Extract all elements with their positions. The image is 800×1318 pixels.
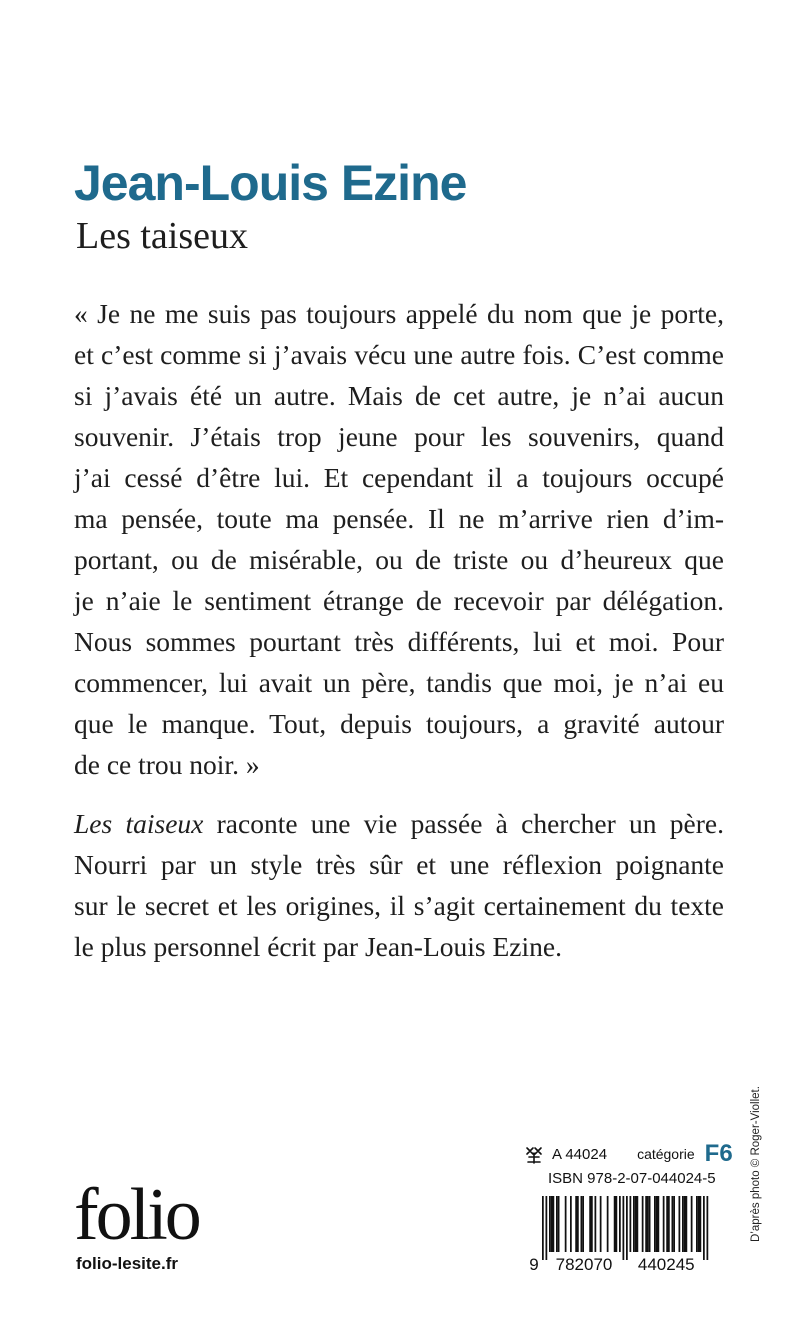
barcode-bar — [623, 1196, 625, 1260]
barcode-bar — [542, 1196, 544, 1260]
barcode-bar — [637, 1196, 639, 1252]
barcode-bar — [673, 1196, 675, 1252]
barcode-bar — [703, 1196, 705, 1260]
barcode-bar — [691, 1196, 693, 1252]
barcode-bar — [558, 1196, 560, 1252]
barcode-bar — [582, 1196, 584, 1252]
summary-title-italic: Les taiseux — [74, 808, 204, 839]
folio-logo: folio — [74, 1174, 199, 1256]
barcode-bar — [672, 1196, 674, 1252]
quote-line: portant, ou de misérable, ou de triste ou d’heureux que — [74, 544, 724, 575]
barcode-bar — [549, 1196, 551, 1252]
barcode-bar — [686, 1196, 688, 1252]
quote-line: souvenir. J’étais trop jeune pour les souvenirs, quand — [74, 421, 724, 452]
category-label: catégorie — [637, 1146, 695, 1162]
barcode-bar — [663, 1196, 665, 1252]
barcode-bar — [619, 1196, 621, 1252]
barcode-bar — [616, 1196, 618, 1252]
isbn: ISBN 978-2-07-044024-5 — [548, 1170, 716, 1187]
barcode-bar — [698, 1196, 700, 1252]
summary-line-rest: raconte une vie passée à chercher un père. — [203, 808, 724, 839]
catalog-code: A 44024 — [552, 1145, 608, 1163]
gallimard-emblem-icon — [524, 1144, 544, 1164]
photo-credit: D’après photo © Roger-Viollet. — [750, 1086, 762, 1242]
barcode-bar — [707, 1196, 709, 1260]
barcode-bar — [600, 1196, 602, 1252]
quote-line: ma pensée, toute ma pensée. Il ne m’arrive rien d’im- — [74, 503, 724, 534]
book-summary — [74, 803, 724, 967]
barcode-bar — [614, 1196, 616, 1252]
quote-line: je n’aie le sentiment étrange de recevoir par délégation. — [74, 585, 724, 616]
barcode-bar — [546, 1196, 548, 1260]
category-value: F6 — [704, 1140, 733, 1167]
barcode-bar — [607, 1196, 609, 1252]
summary-line: sur le secret et les origines, il s’agit certainement du texte — [74, 890, 724, 921]
quote-line: si j’avais été un autre. Mais de cet autre, je n’ai aucun — [74, 380, 724, 411]
barcode-bar — [656, 1196, 658, 1252]
barcode-bar — [647, 1196, 649, 1252]
isbn-barcode — [528, 1196, 718, 1274]
barcode-bar — [595, 1196, 597, 1252]
quote-line: j’ai cessé d’être lui. Et cependant il a toujours occupé — [74, 462, 724, 493]
catalog-code-row — [524, 1140, 733, 1168]
barcode-bar — [626, 1196, 628, 1260]
barcode-bar — [649, 1196, 651, 1252]
barcode-graphic — [528, 1196, 718, 1274]
back-cover-quote — [74, 293, 724, 785]
barcode-bar — [581, 1196, 583, 1252]
barcode-bar — [577, 1196, 579, 1252]
author-name: Jean-Louis Ezine — [74, 155, 467, 211]
barcode-bar — [679, 1196, 681, 1252]
barcode-bar — [635, 1196, 637, 1252]
quote-line: de ce trou noir. » — [74, 749, 260, 780]
barcode-bar — [551, 1196, 553, 1252]
barcode-bar — [556, 1196, 558, 1252]
barcode-bar — [633, 1196, 635, 1252]
quote-line: commencer, lui avait un père, tandis que moi, je n’ai eu — [74, 667, 724, 698]
barcode-bar — [700, 1196, 702, 1252]
barcode-bar — [553, 1196, 555, 1252]
barcode-digits: 9 — [529, 1255, 539, 1274]
barcode-bar — [589, 1196, 591, 1252]
barcode-bar — [658, 1196, 660, 1252]
barcode-bar — [696, 1196, 698, 1252]
barcode-bar — [668, 1196, 670, 1252]
barcode-bar — [630, 1196, 632, 1252]
barcode-bar — [591, 1196, 593, 1252]
summary-line: le plus personnel écrit par Jean-Louis Ezine. — [74, 931, 562, 962]
summary-line: Nourri par un style très sûr et une réflexion poignante — [74, 849, 724, 880]
barcode-digits: 440245 — [637, 1255, 695, 1274]
barcode-bar — [575, 1196, 577, 1252]
barcode-bar — [570, 1196, 572, 1252]
quote-line: Nous sommes pourtant très différents, lui et moi. Pour — [74, 626, 724, 657]
barcode-bar — [645, 1196, 647, 1252]
summary-line — [74, 803, 724, 844]
barcode-bar — [682, 1196, 684, 1252]
barcode-digits: 782070 — [555, 1255, 613, 1274]
barcode-bar — [565, 1196, 567, 1252]
barcode-bar — [684, 1196, 686, 1252]
quote-line: et c’est comme si j’avais vécu une autre fois. C’est comme — [74, 339, 724, 370]
publisher-website: folio-lesite.fr — [76, 1254, 179, 1273]
barcode-bar — [642, 1196, 644, 1252]
quote-line: « Je ne me suis pas toujours appelé du nom que je porte, — [74, 298, 724, 329]
quote-line: que le manque. Tout, depuis toujours, a gravité autour — [74, 708, 724, 739]
barcode-bar — [654, 1196, 656, 1252]
barcode-bar — [666, 1196, 668, 1252]
book-title: Les taiseux — [76, 215, 249, 257]
